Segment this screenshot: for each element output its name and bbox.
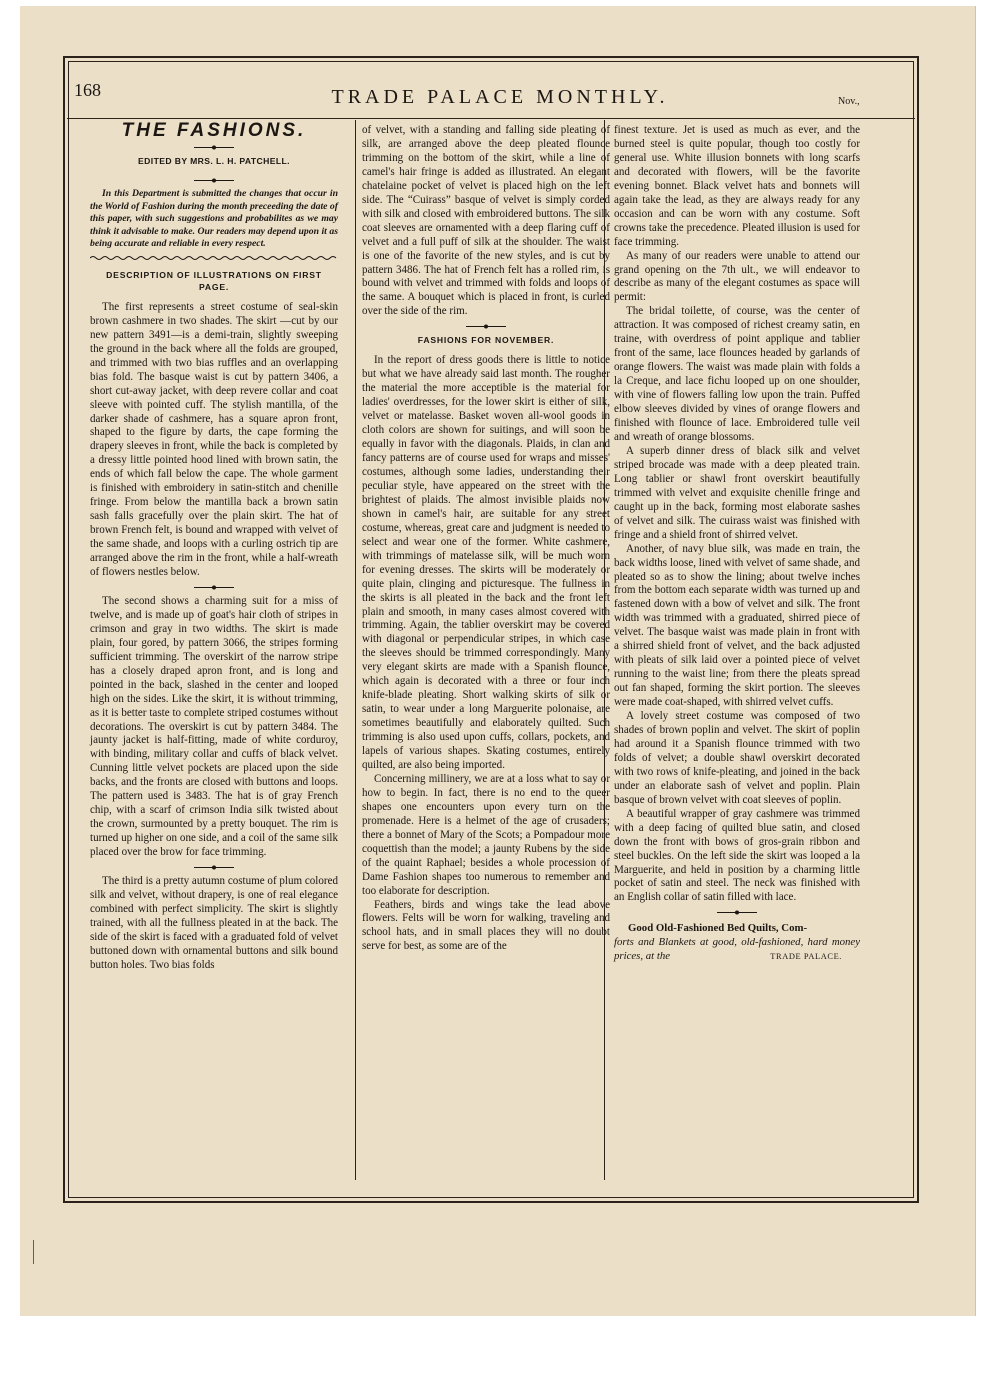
ornament-dash-icon [456, 323, 516, 330]
ornament-dash-icon [194, 144, 234, 151]
article-title: THE FASHIONS. [121, 120, 307, 141]
column-3 [614, 124, 860, 964]
paragraph: The third is a pretty autumn costume of plum colored silk and velvet, without drapery, is one of real elegance combined with perfect simplicity. The skirt is slightly trained, with all the fullness pleated in at the back. The side of the skirt is faced with a graduated fold of velvet buttoned down with ornamental buttons and silk bound button holes. Two bias folds [90, 875, 338, 971]
paragraph: In the report of dress goods there is little to notice but what we have already said last month. The rougher the material the more acceptible is the material for ladies' overdresses, for the lower skirt is either of silk, velvet or matelasse. Basket woven all-wool goods in cloth colors are shown for suitings, and will soon be equally in favor with the diagonals. Plaids, in clan and fancy patterns are of course used for wraps and misses' costumes, although some ladies, understanding their peculiar style, have appeared on the street with the brightest of plaids. The almost invisible plaids now shown in camel's hair, are suitable for any street costume, whereas, great care and judgment is needed to select and wear one of the former. White cashmere, with trimmings of matelasse silk, will be much worn for evening dresses. The skirts will be moderately or quite plain, clinging and picturesque. The fullness in the skirts is all pleated in the back and the front left plain and smooth, in many cases almost covered with trimming. Again, the tablier overskirt may be covered with diagonal or perpendicular stripes, in which case the sleeves should be trimmed correspondingly. Many very elegant skirts are made with a Spanish flounce, which again is decorated with a three or four inch knife-blade pleating. Short walking skirts of silk or satin, to wear under a long Marguerite polonaise, are sometimes beautifully and elaborately quilted. Such trimming is also used upon cuffs, collars, pockets, and lapels of various shapes. Skating costumes, entirely quilted, are also being imported. [362, 354, 610, 771]
notice-text: forts and Blankets at good, old-fashioned, hard money prices, at the [614, 936, 860, 963]
ornament-dash-icon [194, 177, 234, 184]
notice-signature: TRADE PALACE. [770, 952, 842, 962]
paragraph: A beautiful wrapper of gray cashmere was trimmed with a deep facing of quilted blue satin, and closed down the front with bows of gros-grain ribbon and steel buckles. On the left side the skirt was looped a la Marguerite, and held in position by a charming little pocket of satin and steel. The neck was finished with an English collar of satin filled with lace. [614, 807, 860, 904]
paragraph: Concerning millinery, we are at a loss what to say or how to begin. In fact, there is no end to the queer shapes one encounters upon every turn on the promenade. Here is a helmet of the age of crusaders; there a bonnet of Mary of the Scots; a Pompadour more coquettish than the model; a jaunty Rubens by the side of the quaint Raphael; besides a whole procession of Dame Fashion shapes too numerous to remember and too elaborate for description. [362, 772, 610, 897]
paragraph: finest texture. Jet is used as much as ever, and the burned steel is quite popular, though too costly for general use. White illusion bonnets with long scarfs and decorated with flowers, will be the favorite evening bonnet. Black velvet hats and bonnets will again take the lead, as they are always ready for any occasion and can be worn with any costume. Soft crowns take the precedence. Pleated illusion is used for face trimming. [614, 124, 860, 248]
paragraph: A lovely street costume was composed of two shades of brown poplin and velvet. The skirt of poplin had around it a Spanish flounce trimmed with two folds of velvet; a double shawl overskirt decorated with two rows of knife-pleating, and joined in the back under an elaborate sash of velvet and poplin. Plain basque of brown velvet with coat sleeves of poplin. [614, 710, 860, 806]
section-heading-november: FASHIONS FOR NOVEMBER. [417, 335, 555, 346]
page-number: 168 [74, 80, 101, 100]
paragraph: Another, of navy blue silk, was made en train, the back widths loose, lined with velvet of same shade, and pleated so as to show the lining; about twelve inches from the bottom each separate width was turned up and fastened down with a bow of velvet and silk. The front width was trimmed with a graduated, shirred piece of velvet. The basque waist was made plain in front with a shirred shield front of velvet, and the back adjusted with pleats of silk laid over a pointed piece of velvet running to the waist line; from there the pleats spread out fan shaped, forming the skirt portion. The sleeves were made coat-shaped, with shirred velvet cuffs. [614, 542, 860, 709]
ornament-dash-icon [194, 584, 234, 591]
column-divider-1 [355, 120, 356, 1180]
paragraph: A superb dinner dress of black silk and velvet striped brocade was made with a deep pleated train. Long tablier or shawl front overskirt beautifully trimmed with velvet and exquisite chenille fringe and caught up in the back, forming most elaborate sashes of velvet and silk. The cuirass waist was finished with fringe and a shield front of shirred velvet. [614, 444, 860, 541]
column-1 [90, 120, 338, 973]
paragraph: The first represents a street costume of seal-skin brown cashmere in two shades. The skirt —cut by our new pattern 3491—is a demi-train, slightly sweeping the ground in the back where all the folds are grouped, and trimmed with two bias ruffles and an overlapping bias fold. The basque waist is cut by pattern 3406, a short cut-away jacket, with deep revere collar and coat sleeve with pointed cuff. The stylish mantilla, of the darker shade of cashmere, has a square apron front, shaped to the figure by darts, the cape forming the drapery sleeves in front, while the back is completed by a dressy little pointed hood lined with brown satin, the ends of which fall below the cape. The whole garment is finished with embroidery in satin-stitch and chenille fringe. From below the mantilla back a brown satin sash falls gracefully over the plain skirt. The hat of brown French felt, is bound and wrapped with velvet of the same shade, and loops with a curling ostrich tip are arranged above the rim in the front, while a half-wreath of flowers nestles below. [90, 300, 338, 578]
paragraph: Feathers, birds and wings take the lead above flowers. Felts will be worn for walking, traveling and school hats, and in small places they will no doubt serve for best, as some are of the [362, 898, 610, 953]
paper-mark [33, 1240, 34, 1264]
section-heading-description: DESCRIPTION OF ILLUSTRATIONS ON FIRST PAGE. [106, 269, 322, 292]
ornament-dash-icon [707, 909, 767, 916]
column-2 [362, 124, 610, 954]
header-rule [67, 118, 915, 119]
issue-month: Nov., [838, 96, 860, 107]
paragraph: of velvet, with a standing and falling side pleating of silk, are arranged above the deep pleated flounce trimming on the bottom of the skirt, while a line of camel's hair fringe is added as illustrated. An elegant chatelaine pocket of velvet is placed high on the left side. The “Cuirass” basque of velvet is simply corded with silk and closed with embroidered buttons. The silk coat sleeves are ornamented with a deep flaring cuff of velvet and a full puff of silk at the shoulder. The waist is one of the favorite of the new styles, and is cut by pattern 3486. The hat of French felt has a rolled rim, is bound with velvet and trimmed with folds and loops of the same. A bouquet which is placed in front, is curled over the side of the rim. [362, 124, 610, 318]
notice-body [614, 936, 860, 964]
masthead-title: TRADE PALACE MONTHLY. [331, 86, 669, 108]
paragraph: As many of our readers were unable to attend our grand opening on the 7th ult., we will endeavor to describe as many of the elegant costumes as space will permit: [614, 249, 860, 304]
paragraph: The bridal toilette, of course, was the center of attraction. It was composed of richest creamy satin, en traine, with overdress of point applique and tablier front of the same, lace flounces headed by garlands of orange flowers. The waist was made plain with folds a la Creque, and lace fichu looped up on one shoulder, with vine of flowers falling low upon the train. Puffed elbow sleeves divided by vines of orange flowers and finished with flounce of lace. Embroidered tulle veil and wreath of orange blossoms. [614, 305, 860, 443]
notice-title: Good Old-Fashioned Bed Quilts, Com- [628, 922, 808, 935]
wavy-rule-icon [90, 255, 338, 261]
ornament-dash-icon [194, 864, 234, 871]
paragraph: The second shows a charming suit for a miss of twelve, and is made up of goat's hair cloth of stripes in crimson and gray in two widths. The skirt is made plain, four gored, by pattern 3066, the stripes forming sufficient trimming. The overskirt of the narrow stripe has a closely draped apron front, and is long and pointed in the back, slashed in the center and looped high on the sides. Like the skirt, it is without trimming, as it is better taste to complete striped costumes without decorations. The overskirt is cut by pattern 3484. The jaunty jacket is half-fitting, made of white corduroy, with binding, military collar and cuffs of black velvet. Cunning little velvet pockets are placed upon the side backs, and the fronts are closed with buttons and loops. The pattern used is 3483. The hat is of gray French chip, with a scarf of crimson India silk twisted about the crown, surmounted by a pretty bouquet. The rim is turned up higher on one side, and a coil of the same silk placed over the brow for face trimming. [90, 594, 338, 859]
editor-credit: EDITED BY MRS. L. H. PATCHELL. [138, 155, 290, 166]
department-intro: In this Department is submitted the changes that occur in the World of Fashion during the month preceeding the date of this paper, with such suggestions and probabilites as we may think it advisable to make. Our readers may depend upon it as being accurate and reliable in every respect. [90, 187, 338, 250]
